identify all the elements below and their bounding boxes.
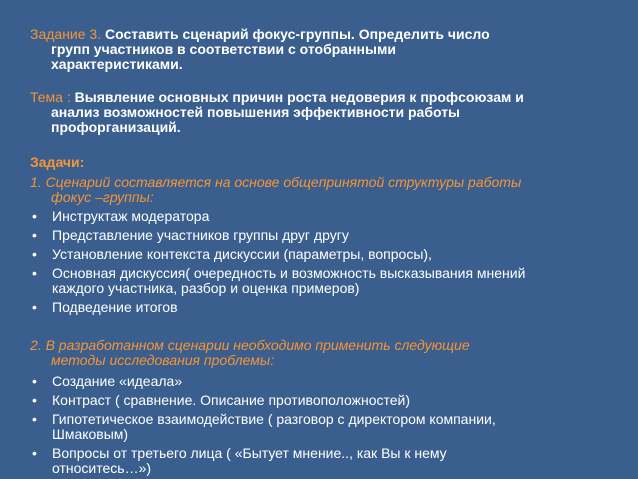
topic-text-line1: Выявление основных причин роста недоверия к профсоюзам и [74, 89, 524, 105]
list-item: • Инструктаж модератора [32, 208, 210, 224]
task-block [30, 27, 490, 72]
topic-text-line2: анализ возможностей повышения эффективности работы [51, 104, 461, 120]
list-item: • Основная дискуссия( очередность и возможность высказывания мнений каждого участника, разбор и оценка примеров) [32, 265, 526, 296]
section2-bullet-list [0, 374, 496, 476]
list-item: • Контраст ( сравнение. Описание противоположностей) [32, 392, 411, 408]
task-text-line1: Составить сценарий фокус-группы. Определить число [101, 26, 490, 42]
bullet-icon: • [32, 246, 37, 262]
bullet-icon: • [32, 299, 37, 315]
section1-bullet-list [0, 209, 525, 315]
bullet-icon: • [32, 208, 37, 224]
section2-intro [30, 338, 470, 368]
section1-intro [30, 175, 521, 205]
bullet-icon: • [32, 227, 37, 243]
section2-line1: 2. В разработанном сценарии необходимо применить следующие [30, 337, 470, 353]
list-item: • Установление контекста дискуссии (параметры, вопросы), [32, 246, 432, 262]
bullet-icon: • [32, 265, 37, 281]
section1-line1: 1. Сценарий составляется на основе общепринятой структуры работы [30, 174, 522, 190]
task-text-line2: групп участников в соответствии с отобранными [51, 41, 396, 57]
bullet-icon: • [32, 445, 37, 461]
task-label: Задание 3. [30, 26, 102, 42]
topic-label: Тема : [30, 89, 75, 105]
list-item: • Представление участников группы друг другу [32, 227, 349, 243]
list-item: • Вопросы от третьего лица ( «Бытует мнение.., как Вы к нему относитесь…») [32, 445, 447, 476]
section2-line2: методы исследования проблемы: [51, 352, 275, 368]
list-item: • Создание «идеала» [32, 373, 183, 389]
list-item: • Гипотетическое взаимодействие ( разговор с директором компании, Шмаковым) [32, 411, 496, 442]
list-item: • Подведение итогов [32, 299, 178, 315]
task-text-line3: характеристиками. [51, 56, 183, 72]
bullet-icon: • [32, 373, 37, 389]
bullet-icon: • [32, 411, 37, 427]
topic-text-line3: профорганизаций. [51, 119, 181, 135]
tasks-heading: Задачи: [30, 154, 85, 170]
topic-block [30, 90, 524, 135]
bullet-icon: • [32, 392, 37, 408]
section1-line2: фокус –группы: [51, 189, 154, 205]
